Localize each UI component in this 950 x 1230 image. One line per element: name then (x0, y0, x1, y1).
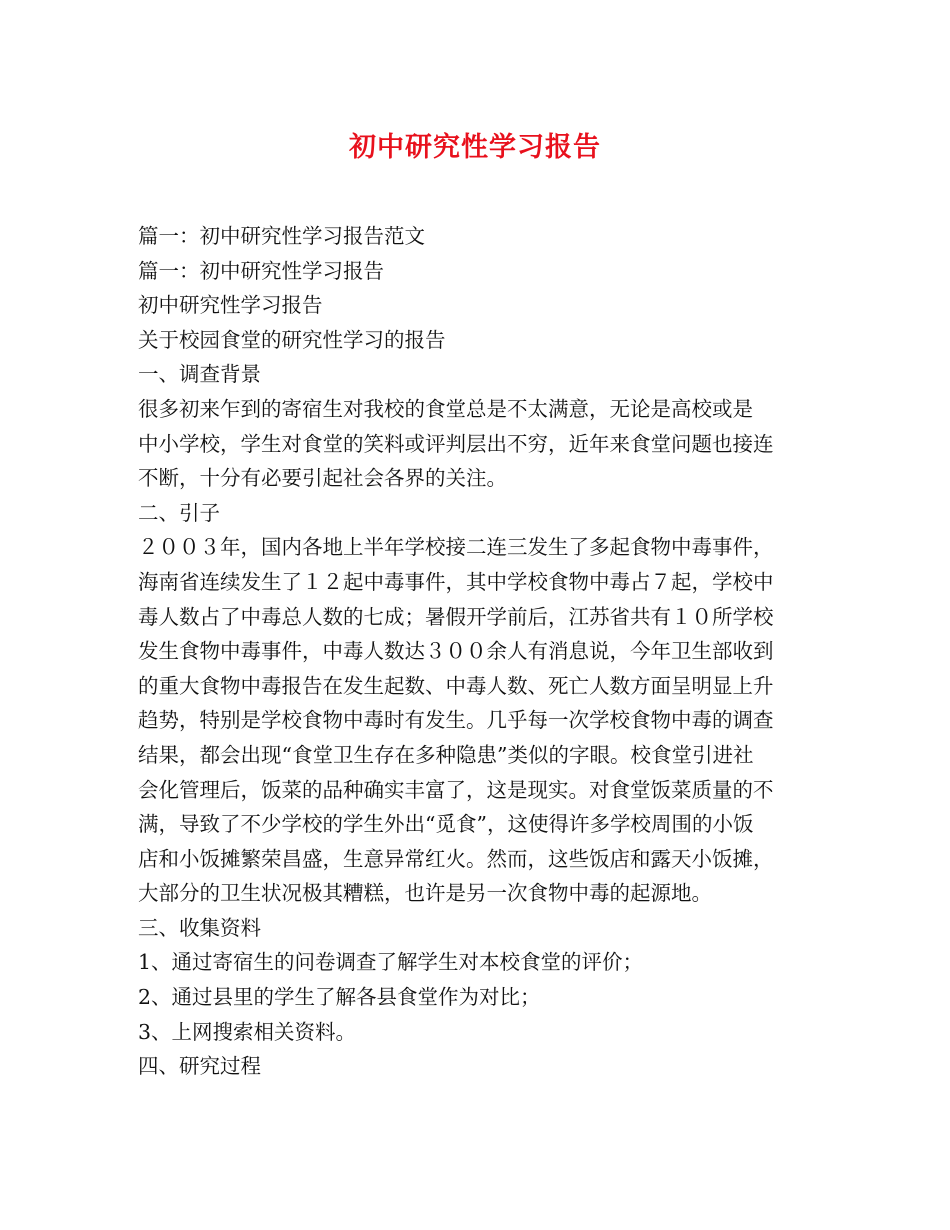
paragraph-line: 大部分的卫生状况极其糟糕，也许是另一次食物中毒的起源地。 (138, 881, 712, 906)
paragraph-line: 店和小饭摊繁荣昌盛，生意异常红火。然而，这些饭店和露天小饭摊， (138, 846, 774, 871)
paragraph-line: 趋势，特别是学校食物中毒时有发生。几乎每一次学校食物中毒的调查 (138, 708, 774, 733)
paragraph-line: ２００３年，国内各地上半年学校接二连三发生了多起食物中毒事件， (138, 535, 774, 560)
paragraph-line: 会化管理后，饭菜的品种确实丰富了，这是现实。对食堂饭菜质量的不 (138, 777, 774, 802)
report-title-line: 初中研究性学习报告 (138, 293, 323, 318)
report-subtitle-line: 关于校园食堂的研究性学习的报告 (138, 327, 446, 352)
list-item: 3、上网搜索相关资料。 (138, 1019, 357, 1044)
paragraph-line: 满，导致了不少学校的学生外出“觅食”，这使得许多学校周围的小饭 (138, 812, 754, 837)
section-heading-process: 四、研究过程 (138, 1054, 261, 1079)
paragraph-line: 海南省连续发生了１２起中毒事件，其中学校食物中毒占７起，学校中 (138, 569, 774, 594)
paragraph-line: 结果，都会出现“食堂卫生存在多种隐患”类似的字眼。校食堂引进社 (138, 742, 754, 767)
paragraph-line: 的重大食物中毒报告在发生起数、中毒人数、死亡人数方面呈明显上升 (138, 673, 774, 698)
paragraph-line: 毒人数占了中毒总人数的七成；暑假开学前后，江苏省共有１０所学校 (138, 604, 774, 629)
list-item: 2、通过县里的学生了解各县食堂作为对比； (138, 985, 541, 1010)
document-title: 初中研究性学习报告 (349, 132, 601, 163)
subheading-pian1: 篇一：初中研究性学习报告 (138, 258, 384, 283)
section-heading-materials: 三、收集资料 (138, 915, 261, 940)
paragraph-line: 不断，十分有必要引起社会各界的关注。 (138, 466, 507, 491)
section-heading-background: 一、调查背景 (138, 362, 261, 387)
paragraph-line: 发生食物中毒事件，中毒人数达３００余人有消息说，今年卫生部收到 (138, 639, 774, 664)
document-body (138, 219, 828, 1084)
list-item: 1、通过寄宿生的问卷调查了解学生对本校食堂的评价； (138, 950, 644, 975)
paragraph-line: 很多初来乍到的寄宿生对我校的食堂总是不太满意，无论是高校或是 (138, 396, 753, 421)
section-heading-pian1: 篇一：初中研究性学习报告范文 (138, 224, 425, 248)
section-heading-intro: 二、引子 (138, 500, 220, 525)
paragraph-line: 中小学校，学生对食堂的笑料或评判层出不穷，近年来食堂问题也接连 (138, 431, 774, 456)
